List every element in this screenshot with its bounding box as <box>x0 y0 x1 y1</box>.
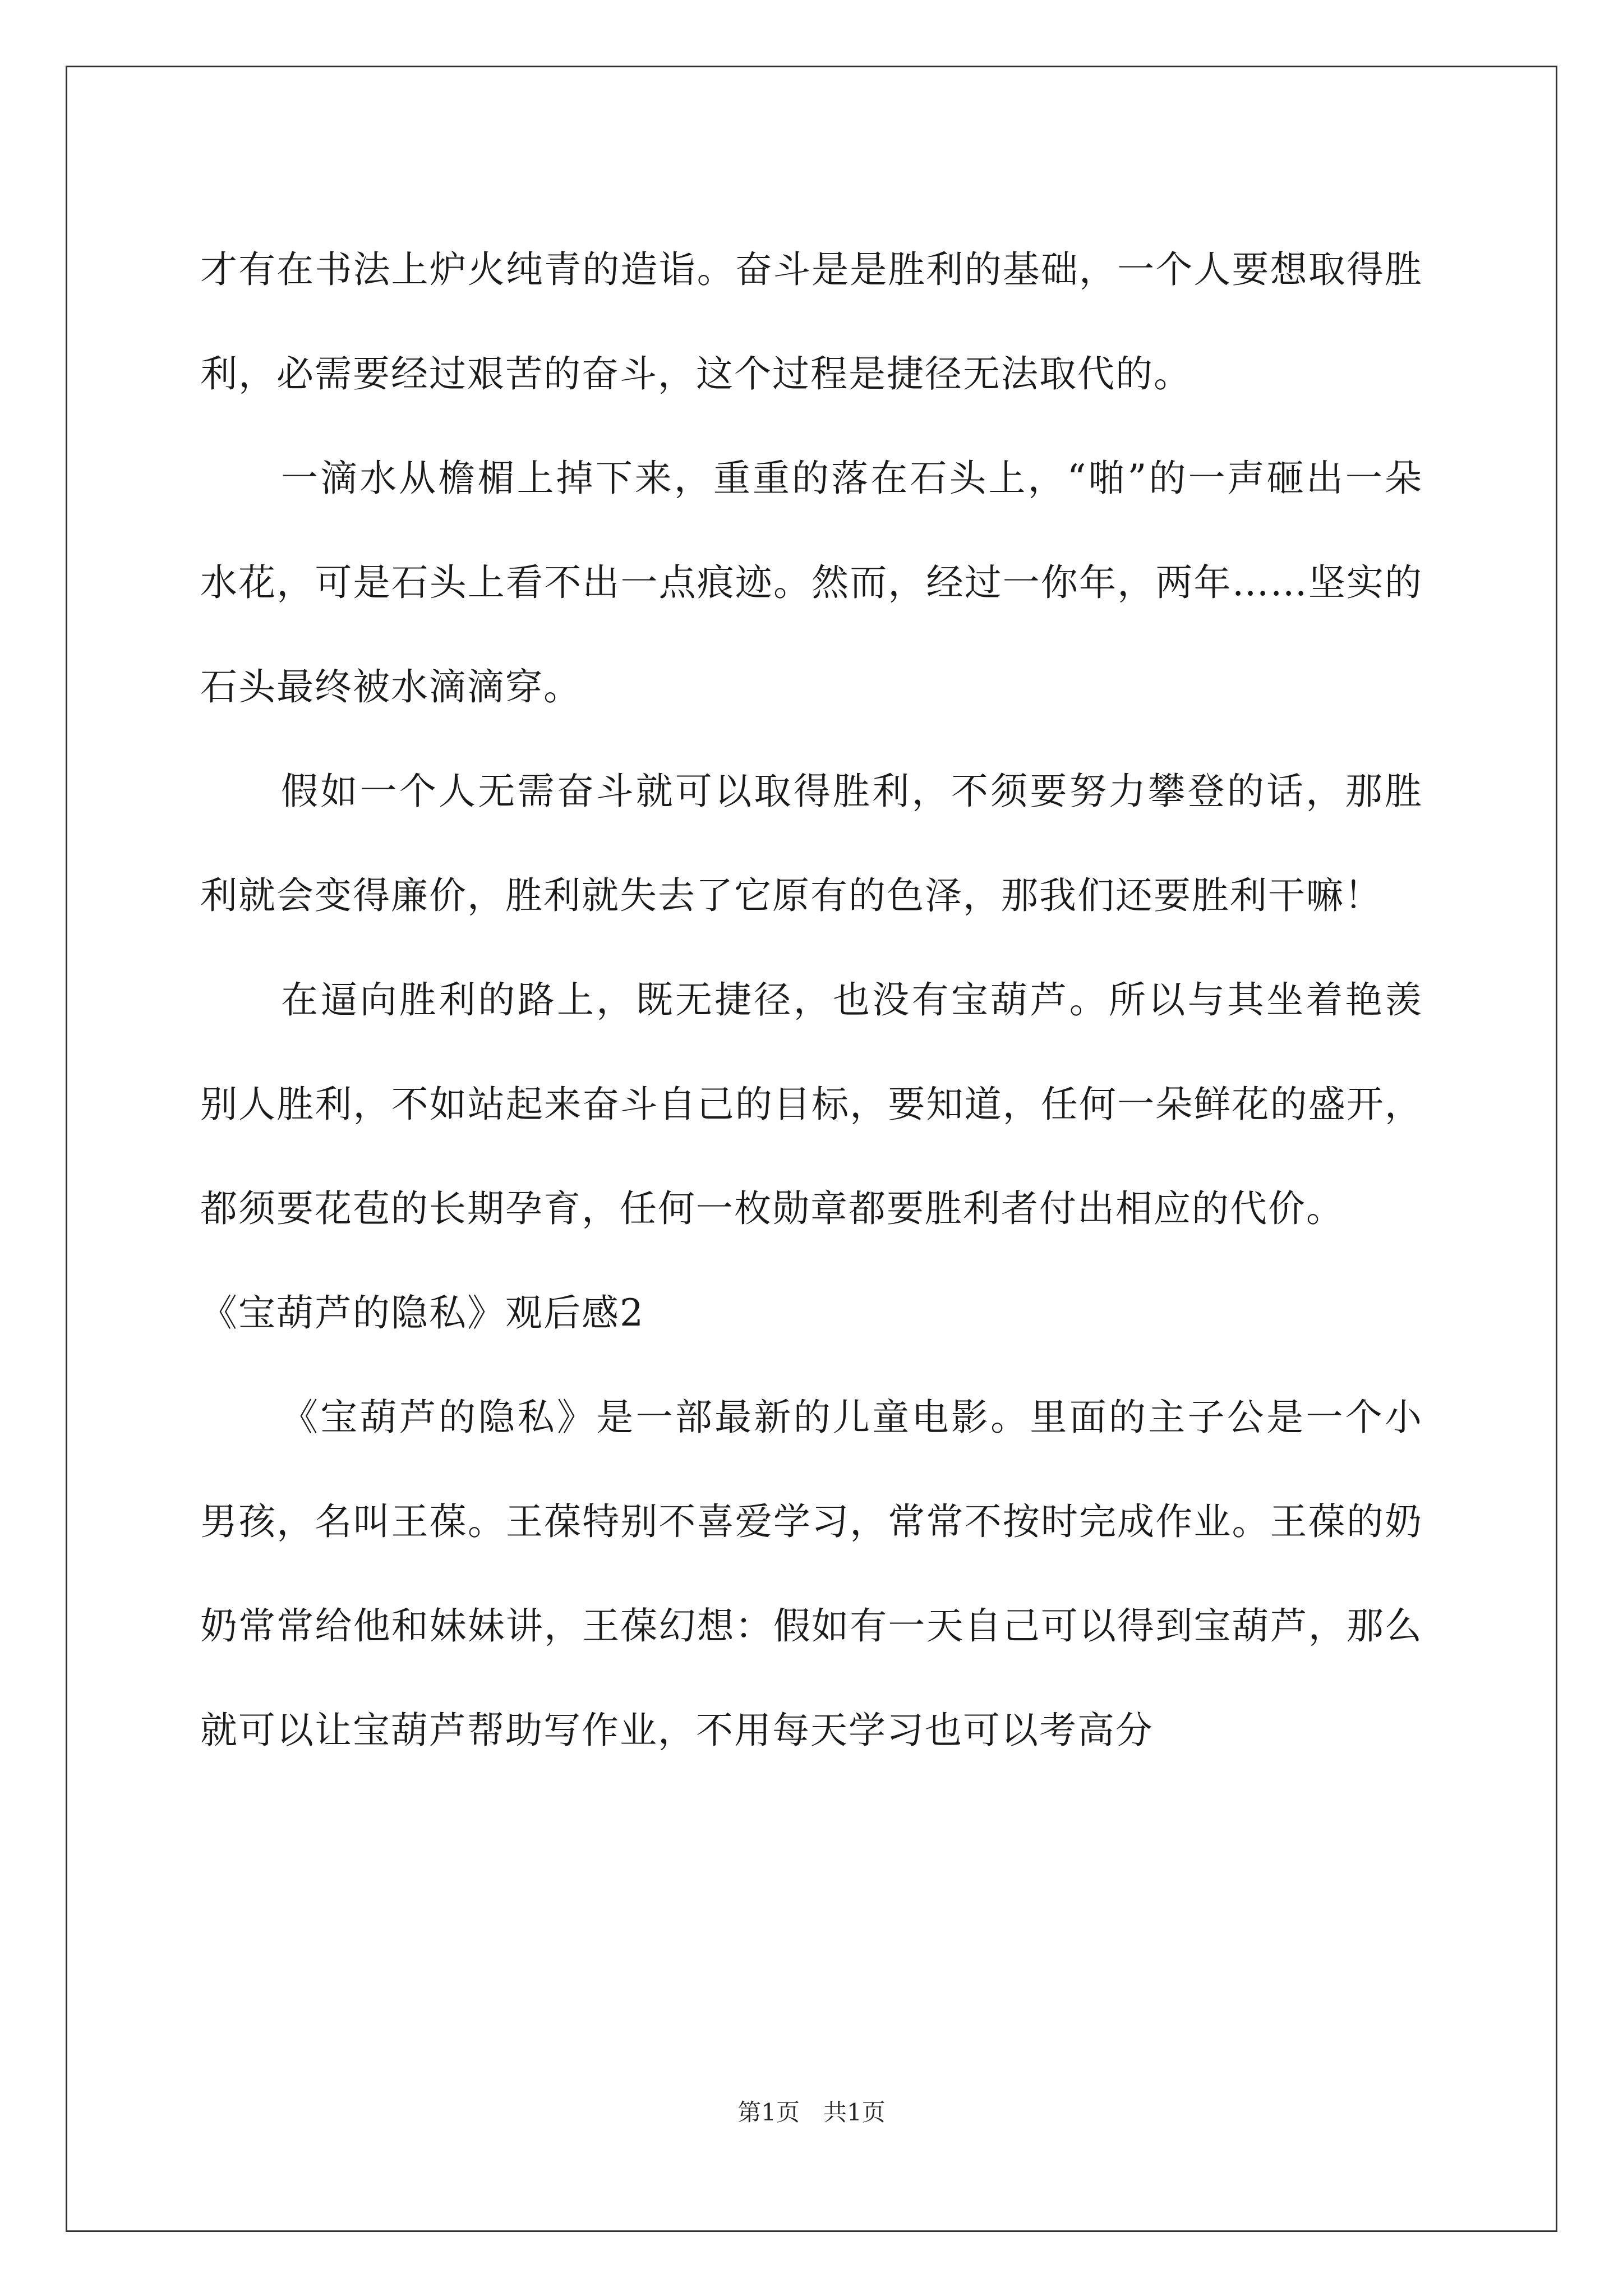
paragraph-1: 才有在书法上炉火纯青的造诣。奋斗是是胜利的基础，一个人要想取得胜利，必需要经过艰苦的奋斗，这个过程是捷径无法取代的。 <box>200 248 1423 395</box>
document-body <box>200 218 1423 1783</box>
section-heading: 《宝葫芦的隐私》观后感2 <box>200 1291 644 1335</box>
section-paragraph-1: 《宝葫芦的隐私》是一部最新的儿童电影。里面的主子公是一个小男孩，名叫王葆。王葆特别不喜爱学习，常常不按时完成作业。王葆的奶奶常常给他和妹妹讲，王葆幻想：假如有一天自己可以得到宝葫芦，那么就可以让宝葫芦帮助写作业，不用每天学习也可以考高分 <box>200 1396 1423 1752</box>
page-footer: 第1页 共1页 <box>737 2099 886 2126</box>
paragraph-4: 在逼向胜利的路上，既无捷径，也没有宝葫芦。所以与其坐着艳羡别人胜利，不如站起来奋斗自己的目标，要知道，任何一朵鲜花的盛开，都须要花苞的长期孕育，任何一枚勋章都要胜利者付出相应的代价。 <box>200 978 1423 1230</box>
paragraph-3: 假如一个人无需奋斗就可以取得胜利，不须要努力攀登的话，那胜利就会变得廉价，胜利就失去了它原有的色泽，那我们还要胜利干嘛！ <box>200 770 1423 917</box>
paragraph-2: 一滴水从檐楣上掉下来，重重的落在石头上，“啪”的一声砸出一朵水花，可是石头上看不出一点痕迹。然而，经过一你年，两年……坚实的石头最终被水滴滴穿。 <box>200 457 1423 708</box>
